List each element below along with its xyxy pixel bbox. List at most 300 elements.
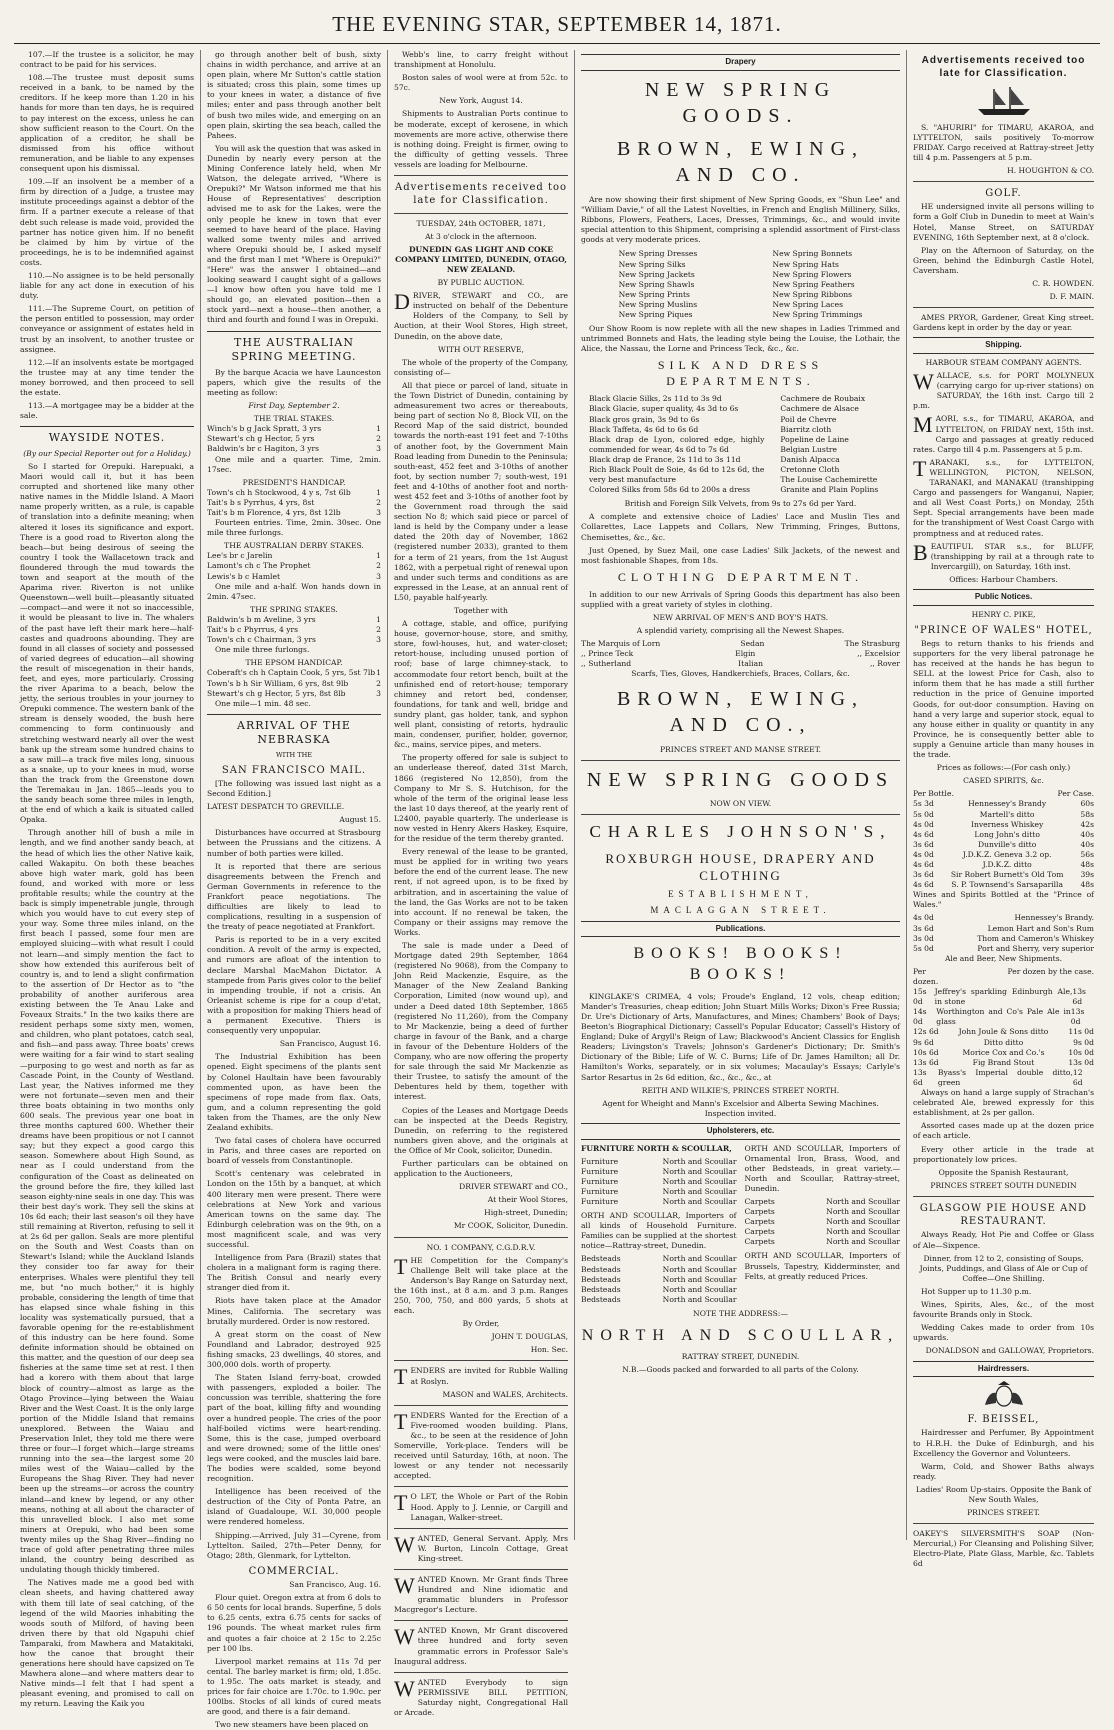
list-item: New Spring Shawls bbox=[618, 279, 695, 289]
listing-row bbox=[745, 1217, 901, 1227]
race-entry bbox=[207, 689, 381, 699]
spring-list-right bbox=[772, 249, 862, 320]
ad-title: BROWN, EWING, AND CO. bbox=[616, 137, 865, 187]
price-subheading: CASED SPIRITS, &c. bbox=[963, 776, 1044, 786]
silk-list-right bbox=[780, 394, 892, 495]
clause: 107.—If the trustee is a solicitor, he may contract to be paid for his services. bbox=[20, 50, 194, 70]
small-ad bbox=[394, 1572, 568, 1615]
firm-name: North and Scoullar bbox=[662, 1176, 737, 1186]
ad-paragraph: Our Show Room is now replete with all the new shapes in Ladies Trimmed and untrimmed Bonnets and Hats, the leading style being the Louise, the Lothair, the Alice, the Nassau, the Lorne and Princess Teck, &c., &c. bbox=[581, 324, 900, 354]
masthead: THE EVENING STAR, SEPTEMBER 14, 1871. bbox=[14, 8, 1100, 44]
ad-paragraph: Play on the Afternoon of Saturday, on the Green, behind the Edinburgh Castle Hotel, Caversham. bbox=[913, 245, 1094, 275]
race-entry bbox=[207, 434, 381, 444]
auction-paragraph: Further particulars can be obtained on application to the Auctioneers, bbox=[394, 1158, 568, 1179]
price-left: 4s 0d bbox=[913, 849, 934, 859]
price-header-row bbox=[913, 789, 1094, 799]
ad-paragraph: A complete and extensive choice of Ladies' Lace and Muslin Ties and Collarettes, Lace Lappets and Collars, New Trimming, Fringes, Buttons, Chemisettes, &c., &c. bbox=[581, 512, 900, 542]
list-item: The Louise Cachemirette bbox=[780, 475, 878, 485]
list-item: Danish Alpacca bbox=[780, 454, 840, 464]
price-row bbox=[913, 1038, 1094, 1048]
article-paragraph: The Staten Island ferry-boat, crowded with passengers, exploded a boiler. The concussion was terrible, shattering the fore part of the boat, killing fifty and wounding over a hundred people. The cries of the poor half-boiled victims were heart-rending. Some, this is the case, jumped overboard and were drowned; some of the little ones' legs were cooked, and the muscles laid bare. The bodies were scalded, some beyond recognition. bbox=[207, 1373, 381, 1484]
list-item: New Spring Bonnets bbox=[772, 249, 853, 259]
clause: 108.—The trustee must deposit sums received in a bank, to be named by the creditors. If he keep more than 1.20 in his hands for more than ten days, he is required to pay interest on the excess, unless he can show sufficient reason to the Court. On the application of a creditor, he shall be dismissed from his office without remuneration, and be liable to any expenses consequent upon his dismissal. bbox=[20, 73, 194, 174]
article-heading: THE AUSTRALIAN SPRING MEETING. bbox=[207, 331, 381, 365]
race-note: One mile and a-half. Won hands down in 2min. 47sec. bbox=[207, 581, 381, 601]
price-row bbox=[913, 840, 1094, 850]
drop-cap: B bbox=[913, 539, 928, 565]
divider bbox=[394, 1486, 568, 1487]
ad-paragraph: Every other article in the trade at proportionately low prices. bbox=[913, 1144, 1094, 1164]
ad-title: "PRINCE OF WALES" HOTEL, bbox=[914, 624, 1093, 636]
ad-paragraph: Scarfs, Ties, Gloves, Handkerchiefs, Braces, Collars, &c. bbox=[631, 669, 850, 679]
placing: 1 bbox=[376, 424, 381, 434]
bedstead-rows bbox=[581, 1254, 737, 1304]
ad-subtitle: NEW ARRIVAL OF MEN'S AND BOY'S HATS. bbox=[652, 612, 829, 622]
list-item: New Spring Dresses bbox=[618, 249, 698, 259]
price-header-row bbox=[913, 967, 1094, 977]
firm-name: North and Scoullar bbox=[662, 1254, 737, 1264]
list-item: Poil de Chevre bbox=[780, 414, 837, 424]
horse-name: Town's ch h Stockwood, 4 y s, 7st 6lb bbox=[207, 487, 351, 497]
ad-text: AORI, s.s., for TIMARU, AKAROA, and LYTTELTON, on FRIDAY next, 15th inst. Cargo and passages at greatly reduced rates. Cargo till 4 p.m. Passengers at 5 p.m. bbox=[913, 414, 1094, 454]
race-title: THE AUSTRALIAN DERBY STAKES. bbox=[224, 541, 364, 551]
ad-paragraph: AMES PRYOR, Gardener, Great King street. Gardens kept in order by the day or year. bbox=[913, 313, 1094, 333]
ad-subtitle: SILK AND DRESS DEPARTMENTS. bbox=[657, 358, 824, 389]
race-entry bbox=[207, 668, 381, 678]
article-paragraph: By the barque Acacia we have Launceston papers, which give the results of the meeting as follow: bbox=[207, 367, 381, 397]
auction-paragraph: The property offered for sale is subject to an underlease thereof, dated 31st March, 1866 (registered No 12,850), from the Company to Mr S. S. Hutchison, for the whole of the term of the original lease less the last 10 days thereof, at the yearly rent of L2400, payable quarterly. The underlease is now vested in Henry Akers Haskey, Esquire, for the residue of the term thereby granted. bbox=[394, 753, 568, 844]
auction-date: TUESDAY, 24th OCTOBER, 1871, bbox=[416, 218, 546, 228]
signature: Hon. Sec. bbox=[530, 1345, 568, 1355]
article-paragraph: The Natives made me a good bed with clean sheets, and having chattered away with them till late of seal catching, of the legend of the wild Maories inhabiting the woods south of Milford, of having been driven there by that old Ngapuhi chief Tamparaki, from Mawhera and Matakitaki, how the canoe that brought their generations here should have capsized on Te Mawhera alone—and where matters dear to Native minds—I felt that I had spent a pleasant evening, and promised to call on my return. Leaving the Kaik you bbox=[20, 1578, 194, 1709]
price-item: Hennessey's Brandy bbox=[968, 799, 1047, 809]
ad-paragraph: Warm, Cold, and Shower Baths always ready. bbox=[913, 1461, 1094, 1481]
firm-name: North and Scoullar bbox=[662, 1196, 737, 1206]
ad-title: NORTH AND SCOULLAR, bbox=[581, 1327, 900, 1344]
hat-name: Italian bbox=[738, 659, 763, 669]
ad-address: PRINCES STREET AND MANSE STREET. bbox=[659, 744, 822, 754]
list-item: New Spring Flowers bbox=[772, 269, 852, 279]
article-paragraph: Intelligence has been received of the destruction of the City of Ponta Patre, an island of Guadaloupe, W.I. 30,000 people were rendered homeless. bbox=[207, 1487, 381, 1527]
ad-paragraph: Offices: Harbour Chambers. bbox=[949, 574, 1058, 584]
price-row bbox=[913, 880, 1094, 890]
divider bbox=[394, 213, 568, 214]
section-heading: Upholsterers, etc. bbox=[581, 1123, 900, 1140]
price-left: 4s 0d bbox=[913, 819, 934, 829]
furniture-rows bbox=[581, 1157, 737, 1207]
divider bbox=[913, 1196, 1094, 1197]
race-note: One mile—1 min. 48 sec. bbox=[215, 698, 311, 708]
placing: 2 bbox=[376, 434, 381, 444]
furniture-left bbox=[581, 1144, 737, 1305]
price-row bbox=[913, 820, 1094, 830]
price-heading: Prices as follows:—(For cash only.) bbox=[936, 763, 1071, 773]
placing: 3 bbox=[376, 688, 381, 698]
price-left: 12s 6d bbox=[913, 1027, 939, 1037]
ad-paragraph: British and Foreign Silk Velvets, from 9s to 27s 6d per Yard. bbox=[624, 499, 857, 509]
ad-paragraph: ORTH AND SCOULLAR, Importers of Brussels, Tapestry, Kidderminster, and Felts, at greatly reduced Prices. bbox=[744, 1251, 900, 1281]
price-item: Thom and Cameron's Whiskey bbox=[977, 933, 1094, 943]
placing: 1 bbox=[376, 614, 381, 624]
hat-name: ,, Excelsior bbox=[857, 649, 900, 659]
signature: C. R. HOWDEN. bbox=[1032, 279, 1094, 289]
article-paragraph: You will ask the question that was asked in Dunedin by nearly every person at the Mining Conference lately held, when Mr Watson, the delegate arrived, "Where is Orepuki?" Mr Watson informed me that his House of Representatives' description advised me to ask for the Lakes, were the only people he knew in town that ever seemed to have heard of the place. Having walked some twenty miles and arrived where Orepuki should be, I asked myself and the first man I met "Where is Orepuki?" "Here" was the answer I obtained—and looking seaward I caught sight of a gallows—I know how often you have told me I should go, an elevated position—then a stock yard—next a house—then another, a third and fourth and found I was in Orepuki. bbox=[207, 143, 381, 325]
article-paragraph: Intelligence from Para (Brazil) states that cholera in a malignant form is raging there. The British Consul and nearly every stranger died from it. bbox=[207, 1253, 381, 1293]
list-item: Black drap de France, 2s 11d to 3s 11d bbox=[588, 454, 741, 464]
firm-name: North and Scoullar bbox=[662, 1186, 737, 1196]
placing: 3 bbox=[376, 508, 381, 517]
price-item: Dunville's ditto bbox=[977, 839, 1037, 849]
column-1 bbox=[14, 50, 201, 1709]
item-name: Bedsteads bbox=[581, 1284, 621, 1294]
list-item: New Spring Hats bbox=[772, 259, 839, 269]
auction-paragraph: A cottage, stable, and office, purifying house, governor-house, store, and smithy, store, fowl-houses, hut, and water-closet; retort-house, including unused portion of roof; base of large chimney-stack, to accommodate four retort bench, built at the unfinished end of retort-house; temporary chimney and retort bed, condenser, foundations, for tank and well, bridge and sundry plant, gas holder, tank, and syphon well plant, consisting of retorts, hydraulic main, condenser, purifier, holder, governor, &c., mains, service pipes, and meters. bbox=[394, 619, 568, 750]
horse-name: Coberaft's ch h Captain Cook, 5 yrs, 5st 7lb bbox=[207, 668, 376, 678]
article-paragraph: Two fatal cases of cholera have occurred in Paris, and three cases are reported on board of vessels from Constantinople. bbox=[207, 1136, 381, 1166]
column-label: Per bbox=[913, 966, 926, 976]
list-item: New Spring Jackets bbox=[618, 269, 695, 279]
item-name: Carpets bbox=[744, 1227, 775, 1237]
placing: 1 bbox=[376, 551, 381, 561]
ad-subtitle: NOW ON VIEW. bbox=[709, 799, 772, 809]
list-item: New Spring Trimmings bbox=[772, 310, 863, 320]
ad-paragraph: Agent for Wheight and Mann's Excelsior and Alberta Sewing Machines. Inspection invited. bbox=[602, 1098, 879, 1118]
ad-title: HENRY C. PIKE, bbox=[971, 609, 1036, 619]
shipping-ads bbox=[913, 371, 1094, 572]
price-item: Worthington and Co's Pale Ale in glass bbox=[936, 1007, 1071, 1027]
ad-paragraph: Always Ready, Hot Pie and Coffee or Glass of Ale—Sixpence. bbox=[913, 1230, 1094, 1250]
ad-paragraph: Wedding Cakes made to order from 10s upwards. bbox=[913, 1323, 1094, 1343]
listing-row bbox=[581, 1177, 737, 1187]
race-note: One mile three furlongs. bbox=[215, 645, 310, 655]
price-right: 48s bbox=[1080, 859, 1094, 869]
ad-paragraph: Assorted cases made up at the dozen price of each article. bbox=[913, 1121, 1094, 1141]
drop-cap: T bbox=[913, 455, 927, 481]
address-note: NOTE THE ADDRESS:— bbox=[693, 1308, 788, 1318]
signature: Mr COOK, Solicitor, Dunedin. bbox=[453, 1221, 568, 1231]
price-item: Port and Sherry, very superior bbox=[977, 943, 1094, 953]
race-entry bbox=[207, 679, 381, 689]
divider bbox=[394, 1360, 568, 1361]
signature: JOHN T. DOUGLAS, bbox=[491, 1332, 568, 1342]
late-ads-heading: Advertisements received too late for Classification. bbox=[394, 182, 568, 207]
listing-row bbox=[745, 1237, 901, 1247]
price-item: Morice Cox and Co.'s bbox=[962, 1047, 1045, 1057]
list-item: Rich Black Poult de Soie, 4s 6d to 12s 6d, the very best manufacture bbox=[588, 464, 765, 485]
price-row bbox=[913, 944, 1094, 954]
drop-cap: T bbox=[394, 1408, 408, 1434]
drop-cap: W bbox=[394, 1624, 415, 1650]
price-left: 4s 6d bbox=[913, 880, 934, 890]
horse-name: Lewis's b c Hamlet bbox=[207, 571, 281, 581]
ad-text: HE Competition for the Company's Challenge Belt will take place at the Anderson's Bay Range on Saturday next, the 16th inst., at 8 a.m. and 3 p.m. Ranges 250, 700, 750, and 800 yards, 5 shots at each. bbox=[394, 1255, 568, 1316]
ad-paragraph: OAKEY'S SILVERSMITH'S SOAP (Non-Mercurial,) For Cleansing and Polishing Silver, Electro-Plate, Plate Glass, Marble, &c. Tablets 6d bbox=[913, 1529, 1094, 1569]
price-left: 13s 6d bbox=[913, 1057, 939, 1067]
price-item: J.D.K.Z. ditto bbox=[982, 859, 1032, 869]
ad-paragraph: N.B.—Goods packed and forwarded to all parts of the Colony. bbox=[622, 1365, 859, 1375]
placing: 3 bbox=[376, 635, 381, 645]
ales-list bbox=[913, 987, 1094, 1088]
small-ad bbox=[394, 1626, 568, 1666]
article-paragraph: A great storm on the coast of New Foundland and Labrador, destroyed 925 fishing smacks, 23 dwellings, 40 stores, and 300,000 dols. worth of property. bbox=[207, 1329, 381, 1370]
ad-text: ANTED Known. Mr Grant finds Three Hundred and Nine idiomatic and grammatic blunders in Professor Macgregor's Lecture. bbox=[394, 1574, 568, 1615]
firm-name: North and Scoullar bbox=[662, 1294, 737, 1304]
price-left: 10s 6d bbox=[913, 1047, 939, 1057]
race-entry bbox=[207, 615, 381, 625]
ad-paragraph: Begs to return thanks to his friends and supporters for the very liberal patronage he has received at the hands he has begun to SELL at the lowest Price for Cash, also to inform them that he has made a still further reduction in the price of Genuine imported Goods, for out-door consumption. Having on hand a very large and superior stock, equal to any house either in quality or quantity in any Province, he is consequently better able to supply a Genuine article than many houses in the trade. bbox=[913, 639, 1094, 760]
price-left: 5s 0d bbox=[913, 809, 934, 819]
clause: 113.—A mortgagee may be a bidder at the sale. bbox=[20, 401, 194, 421]
item-name: Furniture bbox=[581, 1196, 619, 1206]
ad-paragraph: Dinner, from 12 to 2, consisting of Soups, Joints, Puddings, and Glass of Ale or Cup of Coffee—One Shilling. bbox=[919, 1253, 1088, 1283]
small-ad bbox=[394, 1408, 568, 1482]
section-heading: Public Notices. bbox=[913, 589, 1094, 606]
article-paragraph: Paris is reported to be in a very excited condition. A revolt of the army is expected, and rumors are afloat of the intention to declare Marshal MacMahon Dictator. A stampede from Paris gives color to the belief in impending trouble, if not a crisis. An Orleanist scheme is ripe for a coup d'etat, with a proposition for making Thiers head of a permanent Executive. Thiers is consequently very unpopular. bbox=[207, 935, 381, 1036]
article-paragraph: Flour quiet. Oregon extra at from 6 dols to 6 50 cents for local brands. Superfine, 5 dols to 6.25 cents, extra 6.75 cents for sacks of 196 pounds. The wheat market rules firm and quotes a fair choice at 2 15c to 2.25c per 100 lbs. bbox=[207, 1593, 381, 1653]
ad-paragraph: Always on hand a large supply of Strachan's celebrated Ale, brewed expressly for this establishment, at 2s per gallon. bbox=[913, 1088, 1094, 1118]
small-ad bbox=[394, 1364, 568, 1390]
list-item: Black Glacie, super quality, 4s 3d to 6s bbox=[588, 404, 739, 414]
price-item: John Joule & Sons ditto bbox=[958, 1027, 1049, 1037]
spirits-list bbox=[913, 799, 1094, 890]
horse-name: Tait's b s Pyrrhus, 4 yrs, 8st bbox=[207, 497, 315, 507]
price-row bbox=[913, 830, 1094, 840]
firm-name: North and Scoullar bbox=[662, 1156, 737, 1166]
signature: High-street, Dunedin; bbox=[484, 1208, 568, 1218]
price-item: Jeffrey's sparkling Edinburgh Ale, in stone bbox=[934, 987, 1073, 1007]
item-name: Furniture bbox=[581, 1176, 619, 1186]
auction-time: At 3 o'clock in the afternoon. bbox=[425, 231, 537, 241]
list-item: New Spring Muslins bbox=[618, 299, 698, 309]
article-paragraph: Disturbances have occurred at Strasbourg between the Prussians and the citizens. A number of both parties were killed. bbox=[207, 828, 381, 858]
divider bbox=[581, 814, 900, 815]
byline: (By our Special Reporter out for a Holiday.) bbox=[23, 448, 191, 458]
race-title: PRESIDENT'S HANDICAP. bbox=[242, 477, 346, 487]
clause: 109.—If an insolvent be a member of a firm by direction of a Judge, a trustee may institute proceedings against a debtor of the firm. If a partner execute a release of that debt such release is made void, provided the partner has notice given him. If no benefit be claimed by him by virtue of the proceedings, he is to be indemnified against costs. bbox=[20, 177, 194, 267]
hat-name: Sedan bbox=[740, 639, 765, 649]
listing-row bbox=[745, 1207, 901, 1217]
item-name: Bedsteads bbox=[581, 1254, 621, 1264]
price-right: 42s bbox=[1080, 819, 1094, 829]
listing-row bbox=[581, 1265, 737, 1275]
article-paragraph: Riots have taken place at the Amador Mines, California. The secretary was brutally murdered. Order is now restored. bbox=[207, 1296, 381, 1326]
signature: At their Wool Stores, bbox=[487, 1195, 568, 1205]
shipping-ad bbox=[913, 455, 1094, 539]
price-right: 56s bbox=[1080, 849, 1094, 859]
company-heading: NO. 1 COMPANY, C.G.D.R.V. bbox=[426, 1242, 536, 1252]
price-item: Byass's Imperial double ditto, green bbox=[937, 1067, 1073, 1087]
drop-cap: D bbox=[394, 289, 410, 315]
horse-name: Lee's br c Jarelin bbox=[207, 551, 273, 561]
price-left: 3s 6d bbox=[913, 923, 934, 933]
divider bbox=[394, 175, 568, 176]
race-entry bbox=[207, 551, 381, 561]
ad-paragraph: Wines, Spirits, Ales, &c., of the most favourite Brands only in Stock. bbox=[913, 1300, 1094, 1320]
ad-paragraph: S. "AHURIRI" for TIMARU, AKAROA, and LYTTELTON, sails positively To-morrow FRIDAY. Cargo received at Rattray-street Jetty till 4 p.m. Passengers at 5 p.m. bbox=[913, 122, 1094, 162]
hat-name: ,, Rover bbox=[870, 659, 900, 669]
hat-name: ,, Prince Teck bbox=[581, 649, 634, 659]
ad-title: FURNITURE NORTH & SCOULLAR, bbox=[581, 1143, 732, 1153]
furniture-ads bbox=[581, 1144, 900, 1305]
signature: MASON and WALES, Architects. bbox=[442, 1389, 568, 1399]
list-item: New Spring Ribbons bbox=[772, 289, 853, 299]
price-left: 13s 6d bbox=[913, 1067, 927, 1087]
article-paragraph: Shipments to Australian Ports continue to be moderate, except of kerosene, in which movements are more active, otherwise there is nothing doing. Freight is firmer, owing to the difficulty of getting vessels. Three vessels are loading for Melbourne. bbox=[394, 109, 568, 169]
divider bbox=[394, 1620, 568, 1621]
ad-title: CHARLES JOHNSON'S, bbox=[589, 822, 892, 842]
late-ads-heading: Advertisements received too late for Classification. bbox=[921, 55, 1086, 80]
ad-text: ENDERS are invited for Rubble Walling at Roslyn. bbox=[410, 1366, 568, 1386]
ad-subtitle: CLOTHING DEPARTMENT. bbox=[617, 569, 864, 584]
dateline: New York, August 14. bbox=[439, 96, 523, 106]
clause: 112.—If an insolvents estate be mortgaged the trustee may at any time tender the money borrowed, and then proceed to sell the estate. bbox=[20, 357, 194, 397]
firm-name: North and Scoullar bbox=[662, 1284, 737, 1294]
list-item: Black Taffeta, 4s 6d to 6s 6d bbox=[588, 424, 699, 434]
price-item: Sir Robert Burnett's Old Tom bbox=[950, 870, 1064, 880]
article-subheading: SAN FRANCISCO MAIL. bbox=[221, 764, 367, 776]
ad-title: NEW SPRING GOODS. bbox=[644, 78, 837, 128]
auction-paragraph: Every renewal of the lease to be granted, must be applied for in writing two years before the end of the current lease. The new rent, if not agreed upon, is to be fixed by arbitration, and in ascertaining the value of the land, the Gas Works are not to be taken into account. If no renewal be taken, the Company or their assigns may remove the Works. bbox=[394, 847, 568, 937]
ad-text: RIVER, STEWART and CO., are instructed on behalf of the Debenture Holders of the Company, to Sell by Auction, at their Wool Stores, High street, Dunedin, on the above date, bbox=[394, 291, 568, 341]
price-row bbox=[913, 1007, 1094, 1027]
hats-row bbox=[581, 649, 900, 659]
ad-title: NEW SPRING GOODS bbox=[586, 768, 895, 791]
ad-title: GLASGOW PIE HOUSE AND RESTAURANT. bbox=[919, 1202, 1088, 1228]
price-right: 40s bbox=[1080, 829, 1094, 839]
shipping-ad bbox=[913, 371, 1094, 411]
drop-cap: T bbox=[394, 1253, 408, 1279]
shipping-ad bbox=[913, 414, 1094, 454]
list-item: Cachmere de Alsace bbox=[780, 404, 859, 414]
race-entry bbox=[207, 625, 381, 635]
horse-name: Town's ch c Chairman, 3 yrs bbox=[207, 635, 316, 645]
ad-address: RATTRAY STREET, DUNEDIN. bbox=[681, 1352, 800, 1362]
price-left: 4s 6d bbox=[913, 859, 934, 869]
section-heading: Hairdressers. bbox=[913, 1361, 1094, 1378]
race-results bbox=[207, 414, 381, 709]
price-row bbox=[913, 913, 1094, 923]
ad-paragraph: A splendid variety, comprising all the Newest Shapes. bbox=[636, 626, 845, 636]
ad-paragraph: Hairdresser and Perfumer, By Appointment to H.R.H. the Duke of Edinburgh, and his Excellency the Governor and Volunteers. bbox=[913, 1428, 1094, 1458]
small-ads bbox=[394, 1360, 568, 1718]
listing-row bbox=[745, 1227, 901, 1237]
list-item: Biarritz cloth bbox=[780, 424, 832, 434]
price-left: 4s 0d bbox=[913, 913, 934, 923]
silk-list-left bbox=[589, 394, 764, 495]
ad-text: EAUTIFUL STAR s.s., for BLUFF, (transhipping by rail at a through rate to Invercargill), on Saturday, 16th inst. bbox=[930, 541, 1094, 571]
ad-address: PRINCES STREET. bbox=[967, 1508, 1040, 1518]
article-heading: ARRIVAL OF THE NEBRASKA bbox=[207, 714, 381, 748]
hats-table bbox=[581, 639, 900, 669]
price-item: Hennessey's Brandy. bbox=[1014, 913, 1094, 923]
ad-text: ENDERS Wanted for the Erection of a Five-roomed wooden building. Plans, &c., to be seen at the residence of John Somerville, York-place. Tenders will be received until Saturday, 16th, at noon. The lowest or any tender not necessarily accepted. bbox=[394, 1410, 568, 1481]
price-header-row bbox=[913, 977, 1094, 987]
auction-label: BY PUBLIC AUCTION. bbox=[437, 278, 525, 288]
item-name: Furniture bbox=[581, 1166, 619, 1176]
placing: 2 bbox=[376, 561, 381, 571]
list-item: Black drap de Lyon, colored edge, highly commended for wear, 4s 6d to 7s 6d bbox=[588, 434, 765, 454]
signature: H. HOUGHTON & CO. bbox=[1007, 165, 1094, 175]
ad-paragraph: KINGLAKE'S CRIMEA, 4 vols; Froude's England, 12 vols, cheap edition; Mander's Treasuries, cheap edition; John Stuart Mills Works; Dixon's Free Russia; Dr. Ure's Dictionary of Arts, Manufactures, and Mines; Chambers' Book of Days; Beeton's Biographical Dictionary; Cassell's Popular Educator; Cassell's History of England; Duke of Argyll's Reign of Law; Blackwood's Ancient Classics for English Readers; Livingston's Travels; Johnson's Gardener's Dictionary; Dr. Smith's Dictionary of the Bible; Life of W. C. Burns; Life of Dr. James Hamilton; all Dr. Hamilton's Works, separately, or in six volumes; Macaulay's Essays; Carlyle's Sartor Resartus in 2s 6d edition, &c., &c., &c., at bbox=[581, 991, 900, 1082]
ad-paragraph: In addition to our new Arrivals of Spring Goods this department has also been supplied with a great variety of styles in clothing. bbox=[581, 589, 900, 609]
reserve-label: WITH OUT RESERVE, bbox=[438, 344, 524, 354]
column-2 bbox=[201, 50, 388, 1730]
auction-paragraph: Together with bbox=[454, 606, 508, 615]
hats-row bbox=[581, 659, 900, 669]
price-item: Lemon Hart and Son's Rum bbox=[987, 923, 1094, 933]
divider bbox=[394, 1672, 568, 1673]
price-right: 13s 0d bbox=[1068, 1057, 1094, 1067]
ad-title: HARBOUR STEAM COMPANY AGENTS. bbox=[925, 358, 1082, 368]
listing-row bbox=[581, 1275, 737, 1285]
divider bbox=[394, 1405, 568, 1406]
spring-list-left bbox=[619, 249, 698, 320]
list-item: New Spring Prints bbox=[618, 289, 690, 299]
company-name: DUNEDIN GAS LIGHT AND COKE COMPANY LIMITED, DUNEDIN, OTAGO, NEW ZEALAND. bbox=[395, 244, 567, 274]
article-paragraph: San Francisco, August 16. bbox=[279, 1039, 381, 1049]
placing: 1 bbox=[376, 668, 381, 678]
race-entry bbox=[207, 572, 381, 582]
ad-subtitle: ESTABLISHMENT, bbox=[668, 888, 813, 899]
firm-name: North and Scoullar bbox=[826, 1217, 900, 1227]
drop-cap: T bbox=[394, 1490, 408, 1516]
price-item: Inverness Whiskey bbox=[970, 819, 1044, 829]
commercial-heading: COMMERCIAL. bbox=[248, 1565, 340, 1577]
horse-name: Baldwin's b m Aveline, 3 yrs bbox=[207, 614, 316, 624]
hats-row bbox=[581, 639, 900, 649]
ad-paragraph: HE undersigned invite all persons willing to form a Golf Club in Dunedin to meet at Wain's Hotel, Manse Street, on SATURDAY EVENING, 16th September next, at 8 o'clock. bbox=[913, 202, 1094, 242]
price-right: 12 6d bbox=[1072, 1067, 1083, 1087]
listing-row bbox=[581, 1167, 737, 1177]
list-item: New Spring Piques bbox=[618, 310, 693, 320]
divider bbox=[581, 760, 900, 761]
firm-name: North and Scoullar bbox=[662, 1166, 737, 1176]
list-item: Cachmere de Roubaix bbox=[780, 394, 866, 404]
horse-name: Town's b h Sir William, 6 yrs, 8st 9lb bbox=[207, 678, 349, 688]
divider bbox=[913, 181, 1094, 182]
price-row bbox=[913, 1048, 1094, 1058]
price-right: 39s bbox=[1080, 870, 1094, 880]
price-left: 4s 6d bbox=[913, 829, 934, 839]
ad-text: ANTED Known, Mr Grant discovered three hundred and forty seven grammatic errors in Professor Sale's Inaugural address. bbox=[394, 1626, 568, 1666]
drop-cap: W bbox=[394, 1531, 415, 1557]
price-right: 11s 0d bbox=[1068, 1027, 1094, 1037]
price-row bbox=[913, 850, 1094, 860]
horse-name: Stewart's ch g Hector, 5 yrs, 8st 8lb bbox=[207, 688, 346, 698]
divider bbox=[913, 1523, 1094, 1524]
placing: 1 bbox=[376, 487, 381, 497]
column-label: Per dozen by the case. bbox=[1007, 966, 1094, 976]
item-name: Carpets bbox=[744, 1217, 775, 1227]
auction-paragraph: Copies of the Leases and Mortgage Deeds can be inspected at the Deeds Registry, Dunedin, on referring to the registered numbers given above, and the originals at the Office of Mr Cook, solicitor, Dunedin. bbox=[394, 1105, 568, 1155]
price-row bbox=[913, 924, 1094, 934]
price-left: 14s 0d bbox=[913, 1007, 927, 1027]
divider bbox=[394, 1569, 568, 1570]
price-row bbox=[913, 1027, 1094, 1037]
horse-name: Stewart's ch g Hector, 5 yrs bbox=[207, 434, 315, 444]
drop-cap: W bbox=[913, 369, 934, 395]
drop-cap: W bbox=[394, 1572, 415, 1598]
ad-title: GOLF. bbox=[985, 188, 1022, 200]
horse-name: Winch's b g Jack Spratt, 3 yrs bbox=[207, 424, 322, 434]
article-paragraph: Two new steamers have been placed on bbox=[215, 1720, 369, 1730]
order-label: By Order, bbox=[462, 1319, 500, 1329]
article-paragraph: go through another belt of bush, sixty chains in width perchance, and arrive at an open plain, where Mr Sutton's cattle station is situated; cross this plain, some times up to your knees in water, a distance of five miles; enter and pass through another belt of bush two miles wide, and emerging on an open plain, skirting the sea beach, called the Pahees. bbox=[207, 50, 381, 140]
item-name: Carpets bbox=[744, 1237, 775, 1247]
hat-name: The Marquis of Lorn bbox=[581, 639, 661, 649]
listing-row bbox=[581, 1157, 737, 1167]
bracket-note: [The following was issued last night as a Second Edition.] bbox=[207, 778, 381, 799]
